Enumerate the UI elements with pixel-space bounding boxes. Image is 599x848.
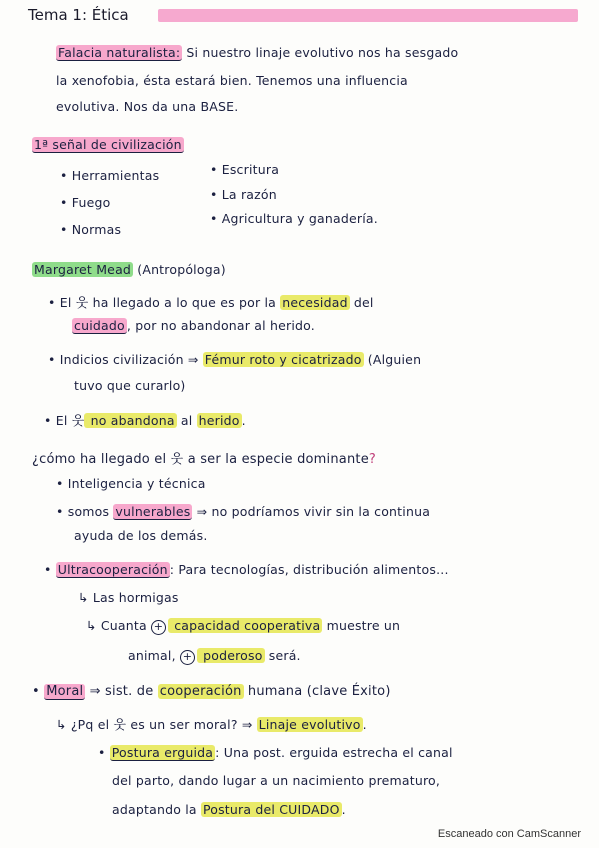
- term-necesidad: necesidad: [282, 295, 348, 310]
- text: ↳ Cuanta: [86, 618, 152, 633]
- term-linaje-evolutivo: Linaje evolutivo: [258, 717, 361, 732]
- question-heading: [32, 448, 376, 467]
- list-item: • La razón: [210, 187, 277, 202]
- text: • somos: [56, 504, 114, 519]
- term-no-abandona: no abandona: [86, 413, 175, 428]
- text: • Indicios civilización ⇒: [48, 352, 203, 367]
- line-mo2: [56, 714, 367, 733]
- text: ¿cómo ha llegado el: [32, 452, 171, 467]
- text: ?: [368, 452, 377, 467]
- term-capacidad-cooperativa: capacidad cooperativa: [170, 618, 321, 633]
- person-icon: 웃: [113, 718, 127, 733]
- person-icon: 웃: [170, 452, 184, 467]
- term-moral: Moral: [46, 684, 84, 699]
- line-m2: [72, 318, 315, 333]
- text: .: [341, 802, 346, 817]
- line-q3: [56, 504, 430, 519]
- line-mo1: [32, 684, 391, 699]
- text: : Para tecnologías, distribución alimentos...: [169, 562, 449, 577]
- line-m5: [44, 410, 246, 429]
- term-ultracooperacion: Ultracooperación: [57, 562, 168, 577]
- line-p3: [112, 802, 346, 817]
- term-postura-erguida: Postura erguida: [111, 745, 214, 760]
- text: (Antropóloga): [133, 262, 226, 277]
- text: (Alguien: [363, 352, 422, 367]
- term-cooperacion: cooperación: [159, 684, 242, 699]
- text: • El: [48, 295, 76, 310]
- text: ha llegado a lo que es por la: [88, 295, 281, 310]
- term-senal-civilizacion: 1ª señal de civilización: [34, 137, 182, 152]
- text: ⇒ no podríamos vivir sin la continua: [192, 504, 431, 519]
- list-item: • Fuego: [60, 195, 111, 210]
- line-u2: ↳ Las hormigas: [78, 590, 179, 605]
- text: : Una post. erguida estrecha el canal: [215, 745, 453, 760]
- term-cuidado: cuidado: [74, 318, 125, 333]
- text: .: [241, 413, 246, 428]
- line-falacia: [56, 45, 458, 60]
- heading-margaret-mead: [32, 262, 226, 277]
- list-item: • Agricultura y ganadería.: [210, 211, 378, 226]
- list-item: • Normas: [60, 222, 122, 237]
- term-poderoso: poderoso: [198, 648, 263, 663]
- text: Si nuestro linaje evolutivo nos ha sesgado: [182, 45, 459, 60]
- line-p1: [98, 745, 453, 760]
- text: del: [349, 295, 374, 310]
- heading-civilizacion: [32, 137, 184, 152]
- text: ⇒ sist. de: [85, 684, 158, 699]
- text: al: [176, 413, 197, 428]
- text: adaptando la: [112, 802, 201, 817]
- term-herido: herido: [198, 413, 240, 428]
- title-highlight: [158, 9, 578, 22]
- line-u4: [128, 648, 301, 665]
- text: , por no abandonar al herido.: [126, 318, 315, 333]
- plus-circle-icon: +: [151, 620, 166, 635]
- line-p2: del parto, dando lugar a un nacimiento prematuro,: [112, 773, 441, 788]
- text: •: [98, 745, 110, 760]
- line-m1: [48, 292, 374, 311]
- text: • El: [44, 413, 72, 428]
- line-2: la xenofobia, ésta estará bien. Tenemos una influencia: [56, 73, 408, 88]
- list-item: • Escritura: [210, 162, 280, 177]
- text: a ser la especie dominante: [183, 452, 369, 467]
- person-icon: 웃: [71, 414, 85, 429]
- text: ↳ ¿Pq el: [56, 717, 114, 732]
- text: animal,: [128, 648, 180, 663]
- line-m4: tuvo que curarlo): [74, 378, 186, 393]
- plus-circle-icon: +: [180, 650, 195, 665]
- line-3: evolutiva. Nos da una BASE.: [56, 99, 239, 114]
- text: •: [44, 562, 56, 577]
- term-falacia-naturalista: Falacia naturalista:: [58, 45, 181, 60]
- person-icon: 웃: [75, 296, 89, 311]
- line-u1: [44, 562, 449, 577]
- line-q4: ayuda de los demás.: [74, 528, 208, 543]
- scanner-watermark: Escaneado con CamScanner: [437, 828, 581, 840]
- text: es un ser moral? ⇒: [126, 717, 257, 732]
- text: será.: [264, 648, 301, 663]
- text: .: [362, 717, 367, 732]
- line-u3: [86, 618, 400, 635]
- term-postura-cuidado: Postura del CUIDADO: [202, 802, 340, 817]
- line-q2: • Inteligencia y técnica: [56, 476, 206, 491]
- list-item: • Herramientas: [60, 168, 160, 183]
- term-femur: Fémur roto y cicatrizado: [204, 352, 362, 367]
- text: •: [32, 684, 45, 699]
- page-title: Tema 1: Ética: [28, 6, 129, 24]
- line-m3: [48, 352, 421, 367]
- term-margaret-mead: Margaret Mead: [34, 262, 132, 277]
- term-vulnerables: vulnerables: [115, 504, 191, 519]
- text: humana (clave Éxito): [243, 684, 391, 699]
- text: muestre un: [322, 618, 401, 633]
